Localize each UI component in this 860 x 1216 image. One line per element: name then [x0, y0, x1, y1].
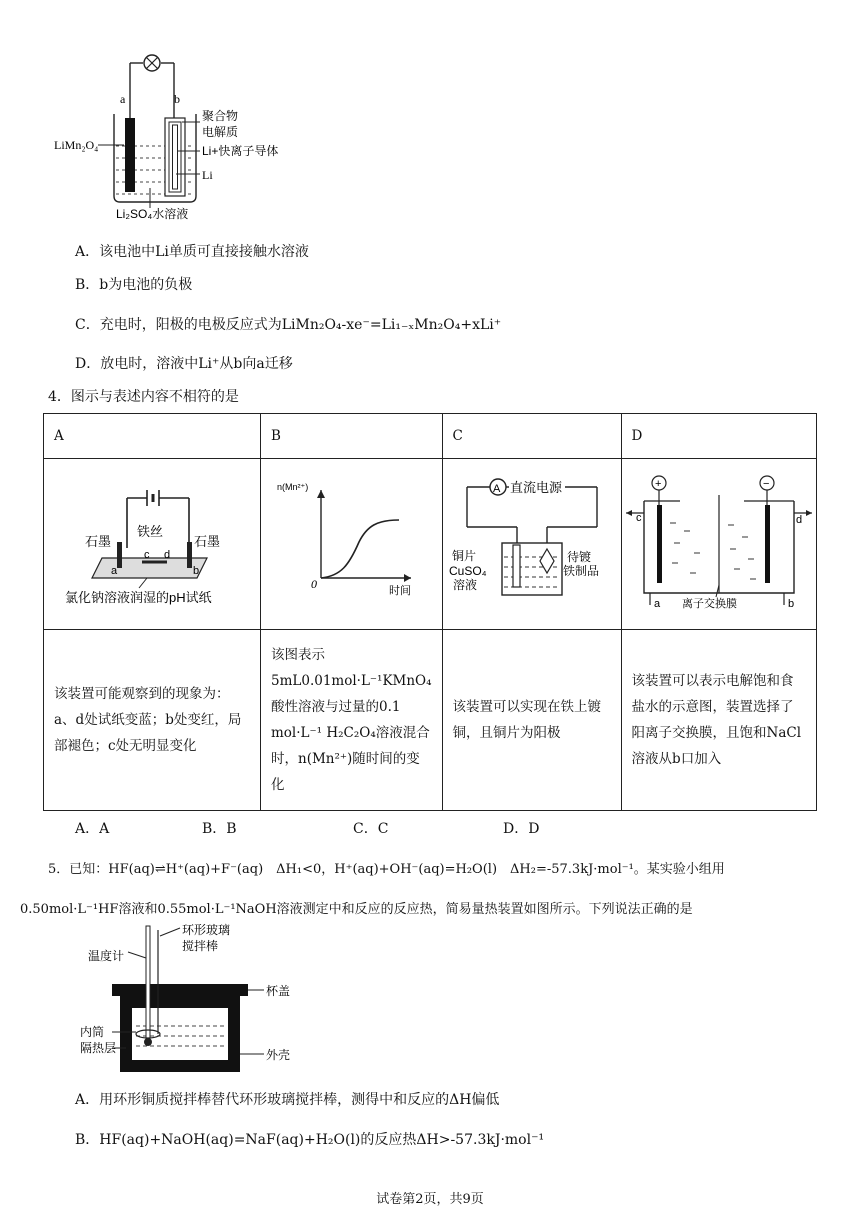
q4-option-d: D．D	[503, 821, 540, 837]
q3-option-d: D．放电时，溶液中Li⁺从b向a迁移	[75, 356, 293, 372]
q4-figure-c-cell	[442, 459, 621, 630]
q4-description-c: 该装置可以实现在铁上镀铜，且铜片为阳极	[442, 630, 621, 811]
svg-text:+: +	[654, 477, 661, 490]
figure-d-electrolysis	[624, 465, 814, 615]
label-graphite-left: 石墨	[85, 533, 112, 549]
q3-option-a: A．该电池中Li单质可直接接触水溶液	[75, 244, 309, 260]
caption-ph-paper: 氯化钠溶液润湿的pH试纸	[65, 589, 212, 605]
label-b: b	[174, 92, 180, 106]
electrode-a	[125, 118, 135, 192]
label-c: c	[144, 548, 150, 561]
label-b: b	[787, 597, 794, 610]
power-source-label: 直流电源	[509, 479, 562, 495]
q4-option-c: C．C	[353, 821, 389, 837]
svg-text:−: −	[762, 477, 769, 490]
label-b: b	[193, 564, 200, 577]
label-a: a	[111, 564, 118, 577]
label-conductor: Li+快离子导体	[202, 144, 279, 158]
label-d: d	[795, 513, 802, 526]
q4-stem: 4．图示与表述内容不相符的是	[48, 389, 239, 405]
q4-option-b: B．B	[202, 821, 237, 837]
figure-b-mn-curve	[271, 470, 431, 610]
q4-figure-a-cell	[44, 459, 261, 630]
thermometer-label: 温度计	[88, 949, 125, 963]
label-cathode: LiMn₂O₄	[54, 138, 99, 152]
plated-item-label-1: 待镀	[566, 549, 591, 564]
battery-diagram	[50, 48, 310, 228]
q4-header-c: C	[442, 414, 621, 459]
stirrer-label-1: 环形玻璃	[182, 923, 231, 937]
q4-header-d: D	[621, 414, 816, 459]
calorimeter-diagram	[80, 922, 310, 1082]
page-footer: 试卷第2页，共9页	[376, 1192, 484, 1207]
xlabel: 时间	[389, 584, 412, 597]
figure-c-plating	[447, 465, 617, 615]
q4-figure-d-cell	[621, 459, 816, 630]
insulation-label: 隔热层	[80, 1041, 117, 1055]
q5-line-2: 0.50mol·L⁻¹HF溶液和0.55mol·L⁻¹NaOH溶液测定中和反应的反应热，简易量热装置如图所示。下列说法正确的是	[20, 902, 693, 917]
q4-header-b: B	[261, 414, 443, 459]
label-a: a	[120, 92, 126, 106]
ylabel: n(Mn²⁺)	[277, 481, 309, 492]
solution-label: 溶液	[452, 577, 477, 592]
origin-label: 0	[311, 576, 318, 591]
q3-option-c: C．充电时，阳极的电极反应式为LiMn₂O₄-xe⁻=Li₁₋ₓMn₂O₄+xLi⁺	[75, 317, 502, 333]
q4-description-b: 该图表示5mL0.01mol·L⁻¹KMnO₄酸性溶液与过量的0.1 mol·L⁻¹ H₂C₂O₄溶液混合时，n(Mn²⁺)随时间的变化	[261, 630, 443, 811]
q4-figure-b-cell	[261, 459, 443, 630]
q4-header-a: A	[44, 414, 261, 459]
label-d: d	[164, 548, 171, 561]
inner-cup-label: 内筒	[80, 1025, 105, 1039]
ammeter-label: A	[492, 482, 500, 495]
membrane-label: 离子交换膜	[681, 597, 737, 610]
q5-line-1: 5．已知：HF(aq)⇌H⁺(aq)+F⁻(aq) ΔH₁<0，H⁺(aq)+OH⁻(aq)=H₂O(l) ΔH₂=-57.3kJ·mol⁻¹。某实验小组用	[48, 862, 725, 877]
q5-option-b: B．HF(aq)+NaOH(aq)=NaF(aq)+H₂O(l)的反应热ΔH>-57.3kJ·mol⁻¹	[75, 1132, 545, 1148]
q4-table	[43, 413, 817, 811]
stirrer-label-2: 搅拌棒	[182, 939, 219, 953]
label-polymer-2: 电解质	[202, 125, 239, 139]
q4-description-a: 该装置可能观察到的现象为：a、d处试纸变蓝；b处变红，局部褪色；c处无明显变化	[44, 630, 261, 811]
label-solution: Li₂SO₄水溶液	[116, 207, 189, 221]
label-polymer-1: 聚合物	[202, 109, 239, 123]
lid-label: 杯盖	[266, 984, 291, 998]
q5-option-a: A．用环形铜质搅拌棒替代环形玻璃搅拌棒，测得中和反应的ΔH偏低	[75, 1092, 500, 1108]
label-iron-wire: 铁丝	[137, 523, 164, 539]
label-li: Li	[202, 168, 213, 182]
q4-description-d: 该装置可以表示电解饱和食盐水的示意图，装置选择了阳离子交换膜，且饱和NaCl溶液从b口加入	[621, 630, 816, 811]
cuso4-label: CuSO₄	[448, 563, 487, 578]
shell-label: 外壳	[266, 1048, 291, 1062]
label-a: a	[653, 597, 660, 610]
copper-label: 铜片	[451, 548, 476, 563]
figure-a-ph-paper	[47, 470, 257, 610]
label-graphite-right: 石墨	[194, 533, 221, 549]
q3-option-b: B．b为电池的负极	[75, 277, 193, 293]
label-c: c	[635, 511, 642, 524]
plated-item-label-2: 铁制品	[562, 563, 599, 578]
q4-option-a: A．A	[75, 821, 110, 837]
